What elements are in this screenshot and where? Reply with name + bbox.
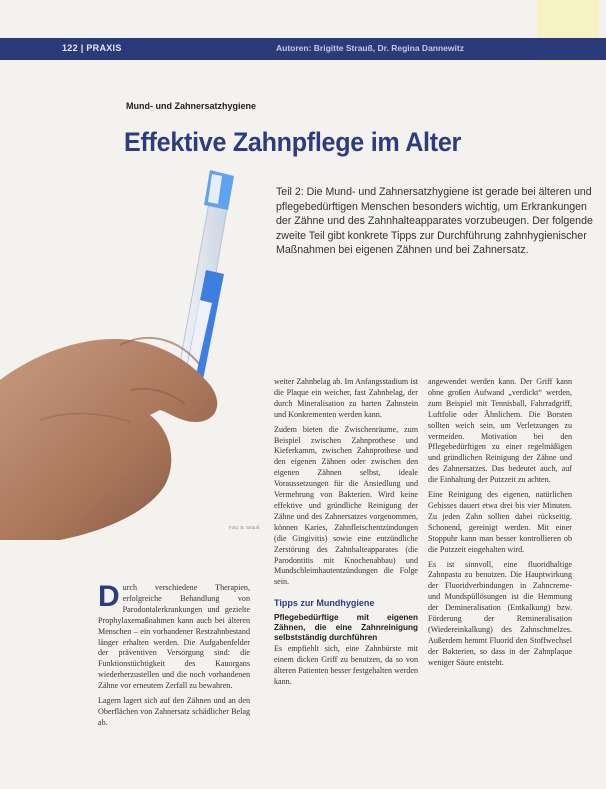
section-subhead: Tipps zur Mundhygiene xyxy=(274,598,375,609)
article-lead: Teil 2: Die Mund- und Zahnersatzhygiene ist gerade bei älteren und pflegebedürftigen Menschen besonders wichtig, um Erkrankungen der Zähne und des Zahnhalteapparates vorzubeugen. Der folgende zweite Teil gibt konkrete Tipps zur Durchführung zahnhygienischer Maßnahmen bei eigenen Zähnen und bei Zahnersatz. xyxy=(276,186,593,257)
body-paragraph: Eine Reinigung des eigenen, natürlichen Gebisses dauert etwa drei bis vier Minuten. Zu jeden Zahn sollten dabei rückseitig. Schonend, gereinigt werden. Mit einer Stoppuhr kann man besser kontrollieren ob die Putzzeit eingehalten wird. xyxy=(428,490,572,554)
hand xyxy=(0,338,217,540)
authors-label: Autoren: Brigitte Strauß, Dr. Regina Dannewitz xyxy=(276,43,464,53)
toothbrush-photo xyxy=(0,160,270,540)
body-paragraph: Lagern lagert sich auf den Zähnen und an den Oberflächen von Zahnersatz schädlicher Belag ab. xyxy=(98,696,250,727)
article-title: Effektive Zahnpflege im Alter xyxy=(124,127,462,157)
body-paragraph: Es empfiehlt sich, eine Zahnbürste mit einem dicken Griff zu benutzen, da so von älteren Patienten besser festgehalten werden kann. xyxy=(274,644,418,686)
section-subsubhead: Pflegebedürftige mit eigenen Zähnen, die eine Zahnreinigung selbstständig durchführen xyxy=(274,613,418,643)
drop-cap: D xyxy=(98,580,120,613)
body-column-3 xyxy=(428,377,572,673)
body-paragraph: Es ist sinnvoll, eine fluoridhaltige Zahnpasta zu benutzen. Die Hauptwirkung der Fluoridverbindungen in Zahncreme- und Mundspüllösungen ist die Hemmung der Demineralisation (Entkalkung) bzw. Förderung der Remineralisation (Wiedereinkalkung) des Zahnschmelzes. Außerdem hemmt Fluorid den Stoffwechsel der Bakterien, so dass in der Zahnplaque weniger Säure entsteht. xyxy=(428,559,572,667)
article-kicker: Mund- und Zahnersatzhygiene xyxy=(126,101,257,111)
body-paragraph: Zudem bieten die Zwischenräume, zum Beispiel zwischen Zahnprothese und Kieferkamm, zwischen Zahnprothese und den eigenen Zähnen oder zwischen den eigenen Zähnen selbst, ideale Voraussetzungen für die Ansiedlung und Vermehrung von Bakterien. Wird keine effektive und gründliche Reinigung der Zähne und des Zahnersatzes vorgenommen, können Karies, Zahnfleischentzündungen (die Gingivitis) sowie eine entzündliche Zerstörung des Zahnhalteapparates (die Parodontitis mit Knochenabbau) und Mundschleimhautentzündungen die Folge sein. xyxy=(274,424,418,587)
body-paragraph: weiter Zahnbelag ab. Im Anfangsstadium ist die Plaque ein weicher, fast Zahnbelag, der durch Mineralisation zu harten Zahnstein und Konkrementen werden kann. xyxy=(274,377,418,419)
body-paragraph xyxy=(98,580,250,692)
body-column-1 xyxy=(98,580,250,733)
body-paragraph: angewendet werden kann. Der Griff kann ohne großen Aufwand „verdickt“ werden, zum Beispiel mit Tennisball, Fahrradgriff, Luftfolie oder Ähnlichem. Die Borsten sollten weich sein, um Verletzungen zu vermeiden. Motivation bei den Pflegebedürftigen zu einer regelmäßigen und gründlichen Reinigung der Zähne und des Zahnersatzes. Das bedeutet auch, auf die Einhaltung der Putzzeit zu achten. xyxy=(428,377,572,485)
photo-caption: Foto: B. Strauß xyxy=(229,525,260,530)
body-column-2 xyxy=(274,377,418,692)
section-label: 122 | PRAXIS xyxy=(62,43,122,53)
body-text: urch verschiedene Therapien, erfolgreiche Behandlung von Parodontalerkrankungen und gezielte Prophylaxemaßnahmen kann auch bei älteren Menschen – ein vorhandener Restzahnbestand länger erhalten werden. Die Aufgabenfelder der präventiven Versorgung sind: die Funktionstüchtigkeit des Kauorgans wiederherzustellen und die noch vorhandenen Zähne vor erneutem Zerfall zu bewahren. xyxy=(98,583,250,691)
